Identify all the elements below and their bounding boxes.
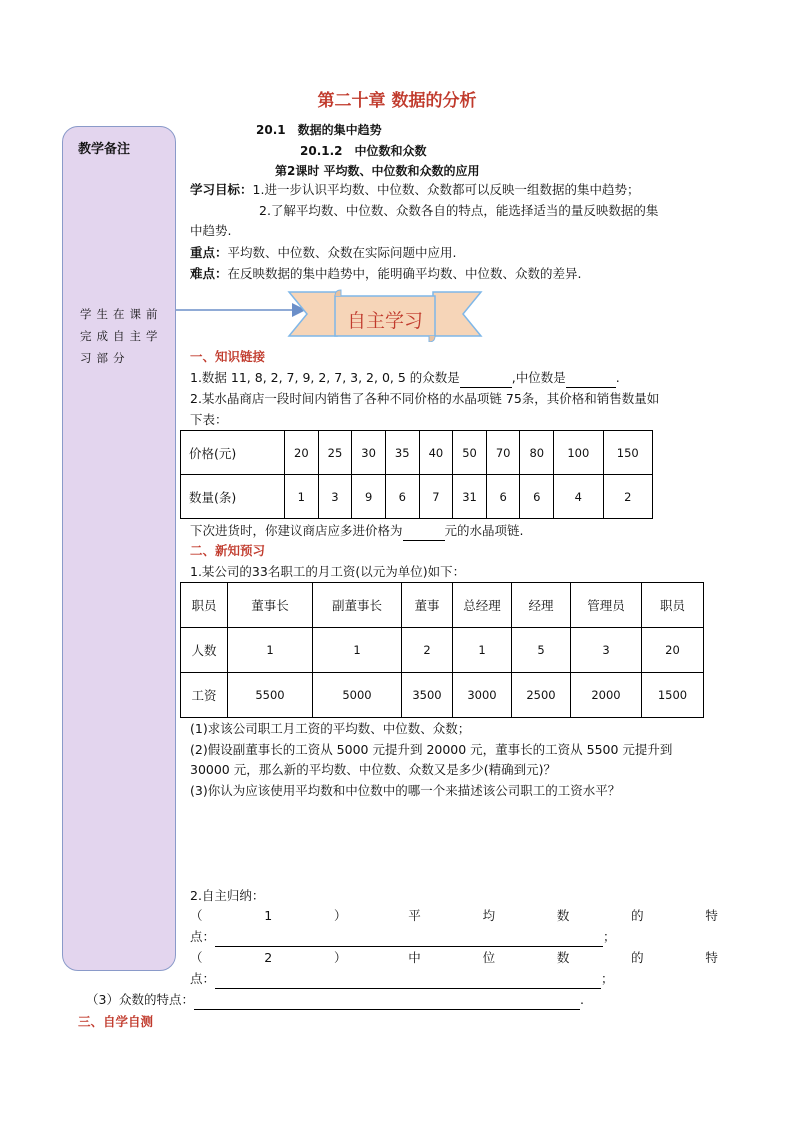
table-cell: 3: [318, 475, 352, 519]
salary-header-row: [181, 583, 704, 628]
sidebar-panel: [62, 126, 176, 971]
table-cell: 70: [486, 431, 520, 475]
median-tail: 点：: [190, 971, 216, 986]
key-point-text: 平均数、中位数、众数在实际问题中应用.: [227, 245, 457, 260]
median-char: 特: [705, 950, 718, 965]
part1-q2-b: 下表：: [190, 412, 228, 427]
mode-feature-label: （3）众数的特点：: [86, 992, 194, 1007]
q1-text-a: 1.数据 11, 8, 2, 7, 9, 2, 7, 3, 2, 0, 5 的众数是: [190, 370, 460, 385]
part2-sub2-a: (2)假设副董事长的工资从 5000 元提升到 20000 元，董事长的工资从 5500 元提升到: [190, 742, 673, 757]
chapter-title: 第二十章 数据的分析: [317, 91, 477, 111]
difficulty-text: 在反映数据的集中趋势中，能明确平均数、中位数、众数的差异.: [227, 266, 582, 281]
table-cell: 2: [402, 628, 453, 673]
mean-feature-line: [190, 906, 718, 926]
median-char: 的: [631, 950, 644, 965]
sidebar-note-line-3: 习部分: [80, 351, 130, 365]
part3-heading: 三、自学自测: [78, 1014, 154, 1029]
q1-blank-mode[interactable]: [460, 387, 512, 388]
part2-heading: 二、新知预习: [190, 543, 266, 558]
table-cell: 工资: [181, 673, 228, 718]
table-cell: 9: [352, 475, 386, 519]
mean-char: ）: [334, 908, 347, 923]
mode-end: .: [579, 992, 584, 1007]
sidebar-header: 教学备注: [78, 142, 131, 157]
table-cell: 100: [554, 431, 603, 475]
part1-q2-a: 2.某水晶商店一段时间内销售了各种不同价格的水晶项链 75条，其价格和销售数量如: [190, 391, 660, 406]
subsection-title: 20.1.2 中位数和众数: [300, 144, 427, 158]
median-char: 数: [556, 950, 570, 965]
table-cell: 80: [520, 431, 554, 475]
table-cell: 价格(元): [181, 431, 285, 475]
key-point-label: 重点：: [190, 245, 228, 260]
table-cell: 30: [352, 431, 386, 475]
lesson-title: 第2课时 平均数、中位数和众数的应用: [275, 164, 480, 178]
median-feature-blank[interactable]: [215, 988, 601, 989]
table-cell: 职员: [181, 583, 228, 628]
table-cell: 20: [642, 628, 704, 673]
median-feature-line: [190, 948, 718, 968]
key-point: [190, 243, 457, 263]
mean-char: 均: [482, 908, 496, 923]
q1-blank-median[interactable]: [566, 387, 616, 388]
mean-tail: 点：: [190, 929, 216, 944]
difficulty: [190, 264, 582, 284]
after-text-b: 元的水晶项链.: [444, 523, 524, 538]
table-cell: 1500: [642, 673, 704, 718]
part1-after: [190, 521, 524, 541]
table-cell: 20: [285, 431, 319, 475]
q1-text-b: ,中位数是: [511, 370, 566, 385]
objective-1: 1.进一步认识平均数、中位数、众数都可以反映一组数据的集中趋势；: [252, 182, 640, 197]
part1-heading: 一、知识链接: [190, 349, 266, 364]
difficulty-label: 难点：: [190, 266, 228, 281]
median-char: ）: [334, 950, 347, 965]
part2-sub1: (1)求该公司职工月工资的平均数、中位数、众数；: [190, 721, 471, 736]
table-cell: 董事: [402, 583, 453, 628]
mode-feature-blank[interactable]: [194, 1009, 580, 1010]
table-cell: 4: [554, 475, 603, 519]
objectives-line-1: [190, 180, 639, 200]
median-char: 中: [408, 950, 421, 965]
table-cell: 1: [313, 628, 402, 673]
table-cell: 6: [385, 475, 419, 519]
median-end: ；: [601, 971, 614, 986]
table-cell: 职员: [642, 583, 704, 628]
mean-char: 特: [705, 908, 718, 923]
table-cell: 31: [453, 475, 487, 519]
section-title: 20.1 数据的集中趋势: [256, 123, 382, 137]
table-cell: 董事长: [228, 583, 313, 628]
q1-text-c: .: [615, 370, 620, 385]
mean-feature-blank[interactable]: [215, 946, 603, 947]
table-cell: 5: [512, 628, 571, 673]
objective-2a: 2.了解平均数、中位数、众数各自的特点，能选择适当的量反映数据的集: [259, 203, 659, 218]
table-cell: 35: [385, 431, 419, 475]
mean-char: 1: [264, 908, 273, 923]
median-char: （: [190, 950, 203, 965]
table-cell: 3000: [453, 673, 512, 718]
salary-count-row: [181, 628, 704, 673]
salary-amount-row: [181, 673, 704, 718]
mode-feature-line: [86, 990, 584, 1010]
mean-char: 的: [631, 908, 644, 923]
table-cell: 2: [603, 475, 653, 519]
mean-end: ；: [603, 929, 616, 944]
quantity-row: [181, 475, 653, 519]
part2-sub2-b: 30000 元，那么新的平均数、中位数、众数又是多少(精确到元)？: [190, 762, 556, 777]
table-cell: 40: [419, 431, 453, 475]
table-cell: 5000: [313, 673, 402, 718]
table-cell: 经理: [512, 583, 571, 628]
mean-char: （: [190, 908, 203, 923]
mean-char: 平: [408, 908, 421, 923]
mean-char: 数: [556, 908, 570, 923]
table-cell: 2500: [512, 673, 571, 718]
objective-2b: 中趋势.: [190, 223, 232, 238]
table-cell: 管理员: [571, 583, 642, 628]
table-cell: 5500: [228, 673, 313, 718]
median-char: 2: [264, 950, 273, 965]
table-cell: 总经理: [453, 583, 512, 628]
table-cell: 1: [285, 475, 319, 519]
sidebar-note-line-1: 学生在课前: [80, 307, 163, 321]
table-cell: 副董事长: [313, 583, 402, 628]
sidebar-note-line-2: 完成自主学: [80, 329, 163, 343]
table-cell: 7: [419, 475, 453, 519]
banner-text: 自主学习: [346, 310, 423, 332]
part2-summary: 2.自主归纳：: [190, 888, 265, 903]
after-text-a: 下次进货时，你建议商店应多进价格为: [190, 523, 403, 538]
price-row: [181, 431, 653, 475]
table-cell: 6: [520, 475, 554, 519]
table-cell: 50: [453, 431, 487, 475]
table-cell: 3500: [402, 673, 453, 718]
mean-feature-answer: [190, 927, 616, 947]
price-table: [180, 430, 653, 519]
table-cell: 数量(条): [181, 475, 285, 519]
objectives-label: 学习目标：: [190, 182, 253, 197]
part2-q1: 1.某公司的33名职工的月工资(以元为单位)如下：: [190, 564, 466, 579]
table-cell: 3: [571, 628, 642, 673]
median-char: 位: [482, 950, 496, 965]
table-cell: 人数: [181, 628, 228, 673]
table-cell: 1: [453, 628, 512, 673]
salary-table: [180, 582, 704, 718]
median-feature-answer: [190, 969, 614, 989]
table-cell: 1: [228, 628, 313, 673]
table-cell: 150: [603, 431, 653, 475]
part2-sub3: (3)你认为应该使用平均数和中位数中的哪一个来描述该公司职工的工资水平？: [190, 783, 621, 798]
table-cell: 25: [318, 431, 352, 475]
after-blank-price[interactable]: [403, 540, 445, 541]
table-cell: 2000: [571, 673, 642, 718]
table-cell: 6: [486, 475, 520, 519]
part1-q1: [190, 368, 620, 388]
